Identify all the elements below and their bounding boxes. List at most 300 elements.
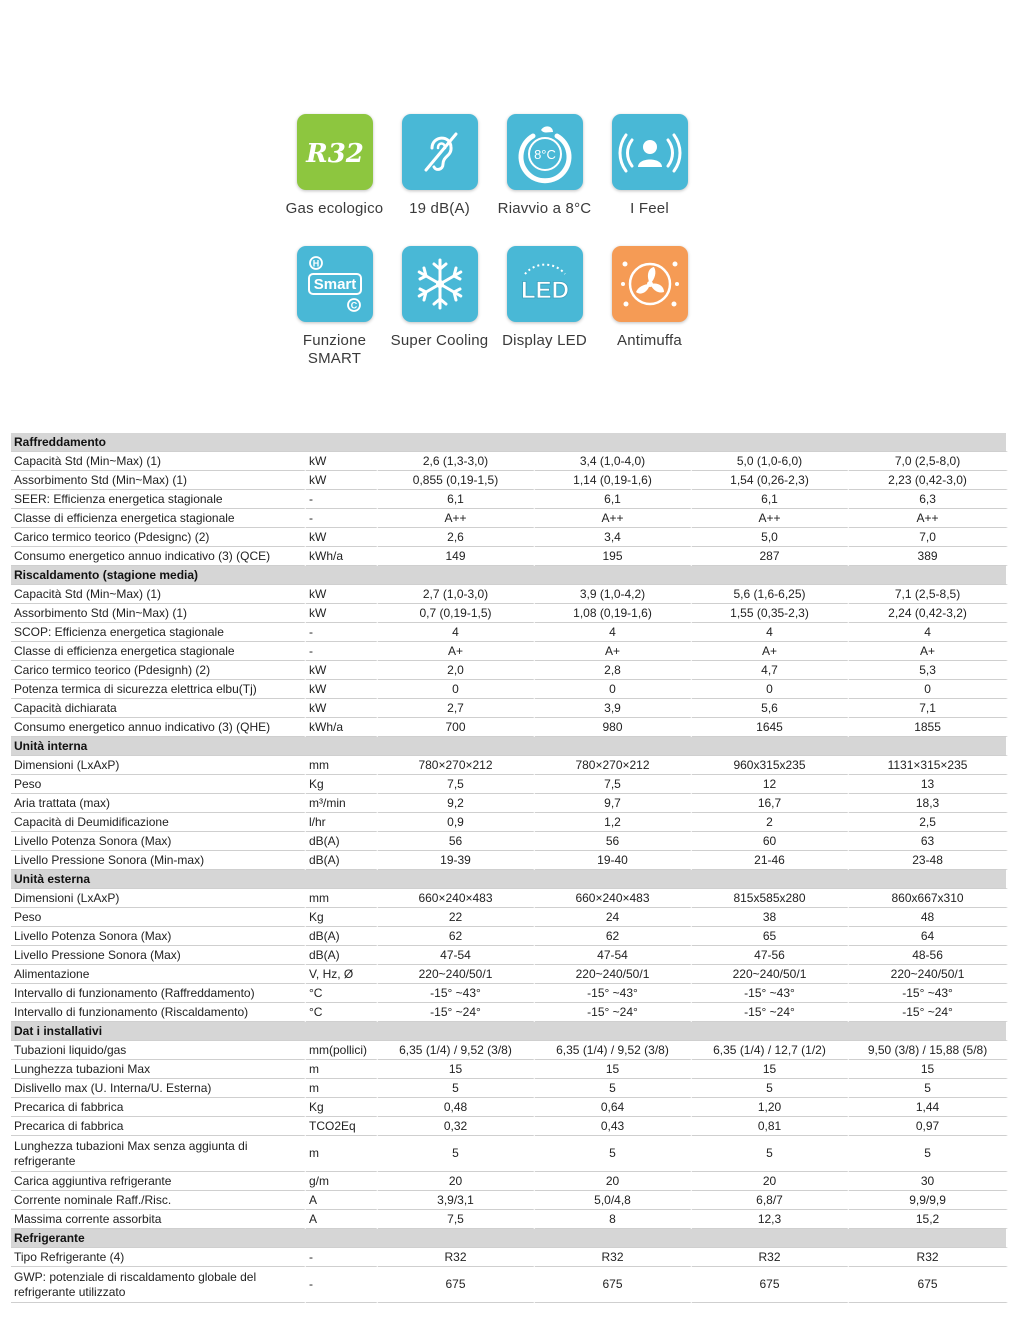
spec-value-model-2: 0,43 bbox=[535, 1117, 692, 1136]
section-title: Dat i installativi bbox=[11, 1022, 1008, 1041]
spec-value-model-3: -15° ~43° bbox=[692, 984, 849, 1003]
table-row bbox=[11, 851, 1008, 870]
table-row bbox=[11, 547, 1008, 566]
spec-unit: kWh/a bbox=[306, 718, 378, 737]
spec-value-model-3: 4 bbox=[692, 623, 849, 642]
spec-value-model-3: 16,7 bbox=[692, 794, 849, 813]
spec-value-model-1: -15° ~24° bbox=[378, 1003, 535, 1022]
spec-value-model-4: 7,1 bbox=[849, 699, 1008, 718]
feature-antimuffa bbox=[597, 246, 702, 378]
section-header-row bbox=[11, 433, 1008, 452]
spec-value-model-1: 2,7 bbox=[378, 699, 535, 718]
spec-unit: - bbox=[306, 642, 378, 661]
spec-value-model-3: 6,1 bbox=[692, 490, 849, 509]
feature-label: Antimuffa bbox=[617, 332, 682, 349]
section-title: Unità esterna bbox=[11, 870, 1008, 889]
feature-display-led bbox=[492, 246, 597, 378]
spec-value-model-2: A++ bbox=[535, 509, 692, 528]
spec-unit: °C bbox=[306, 984, 378, 1003]
spec-label: Consumo energetico annuo indicativo (3) (QCE) bbox=[11, 547, 306, 566]
feature-label: 19 dB(A) bbox=[409, 200, 470, 217]
spec-label: Classe di efficienza energetica stagionale bbox=[11, 642, 306, 661]
spec-value-model-4: 48 bbox=[849, 908, 1008, 927]
spec-value-model-4: 13 bbox=[849, 775, 1008, 794]
spec-label: Capacità di Deumidificazione bbox=[11, 813, 306, 832]
spec-value-model-4: 1131×315×235 bbox=[849, 756, 1008, 775]
spec-value-model-4: 63 bbox=[849, 832, 1008, 851]
spec-value-model-2: 7,5 bbox=[535, 775, 692, 794]
spec-value-model-1: 6,35 (1/4) / 9,52 (3/8) bbox=[378, 1041, 535, 1060]
table-row bbox=[11, 471, 1008, 490]
spec-unit: kW bbox=[306, 471, 378, 490]
table-row bbox=[11, 1098, 1008, 1117]
spec-value-model-2: 6,35 (1/4) / 9,52 (3/8) bbox=[535, 1041, 692, 1060]
svg-text:C: C bbox=[350, 300, 357, 311]
spec-unit: V, Hz, Ø bbox=[306, 965, 378, 984]
spec-unit: kW bbox=[306, 680, 378, 699]
spec-unit: m bbox=[306, 1060, 378, 1079]
feature-gas-ecologico bbox=[282, 114, 387, 246]
spec-value-model-1: 2,6 bbox=[378, 528, 535, 547]
spec-value-model-1: 2,0 bbox=[378, 661, 535, 680]
table-row bbox=[11, 604, 1008, 623]
section-header-row bbox=[11, 870, 1008, 889]
spec-label: Assorbimento Std (Min~Max) (1) bbox=[11, 604, 306, 623]
table-row bbox=[11, 965, 1008, 984]
spec-value-model-2: 4 bbox=[535, 623, 692, 642]
spec-value-model-2: 5,0/4,8 bbox=[535, 1191, 692, 1210]
table-row bbox=[11, 794, 1008, 813]
table-row bbox=[11, 642, 1008, 661]
r32-gas-icon bbox=[297, 114, 373, 190]
spec-value-model-3: 0 bbox=[692, 680, 849, 699]
spec-value-model-1: 5 bbox=[378, 1079, 535, 1098]
spec-value-model-2: 6,1 bbox=[535, 490, 692, 509]
feature-icons-grid bbox=[282, 114, 702, 378]
table-row bbox=[11, 623, 1008, 642]
spec-unit: Kg bbox=[306, 908, 378, 927]
spec-label: Intervallo di funzionamento (Riscaldamento) bbox=[11, 1003, 306, 1022]
spec-value-model-2: 980 bbox=[535, 718, 692, 737]
table-row bbox=[11, 1172, 1008, 1191]
table-row bbox=[11, 585, 1008, 604]
spec-unit: kW bbox=[306, 604, 378, 623]
table-row bbox=[11, 1267, 1008, 1303]
spec-value-model-4: 18,3 bbox=[849, 794, 1008, 813]
table-row bbox=[11, 680, 1008, 699]
spec-value-model-4: 48-56 bbox=[849, 946, 1008, 965]
spec-label: Peso bbox=[11, 908, 306, 927]
section-title: Unità interna bbox=[11, 737, 1008, 756]
feature-row-1 bbox=[282, 114, 702, 246]
spec-value-model-3: 815x585x280 bbox=[692, 889, 849, 908]
spec-value-model-1: 0 bbox=[378, 680, 535, 699]
spec-value-model-2: 5 bbox=[535, 1136, 692, 1172]
smart-function-icon bbox=[297, 246, 373, 322]
spec-unit: g/m bbox=[306, 1172, 378, 1191]
spec-value-model-2: 675 bbox=[535, 1267, 692, 1303]
spec-label: Alimentazione bbox=[11, 965, 306, 984]
spec-value-model-4: 30 bbox=[849, 1172, 1008, 1191]
spec-value-model-2: 195 bbox=[535, 547, 692, 566]
spec-unit: mm(pollici) bbox=[306, 1041, 378, 1060]
spec-value-model-2: R32 bbox=[535, 1248, 692, 1267]
spec-value-model-3: 60 bbox=[692, 832, 849, 851]
spec-unit: A bbox=[306, 1210, 378, 1229]
spec-value-model-1: 4 bbox=[378, 623, 535, 642]
spec-value-model-1: R32 bbox=[378, 1248, 535, 1267]
spec-value-model-2: 3,4 (1,0-4,0) bbox=[535, 452, 692, 471]
section-header-row bbox=[11, 1229, 1008, 1248]
spec-label: SEER: Efficienza energetica stagionale bbox=[11, 490, 306, 509]
spec-value-model-4: 5 bbox=[849, 1136, 1008, 1172]
spec-unit: - bbox=[306, 490, 378, 509]
spec-value-model-3: 1,54 (0,26-2,3) bbox=[692, 471, 849, 490]
spec-value-model-4: 1855 bbox=[849, 718, 1008, 737]
spec-value-model-2: 20 bbox=[535, 1172, 692, 1191]
spec-label: GWP: potenziale di riscaldamento globale del refrigerante utilizzato bbox=[11, 1267, 306, 1303]
spec-value-model-1: 9,2 bbox=[378, 794, 535, 813]
spec-value-model-1: 15 bbox=[378, 1060, 535, 1079]
spec-value-model-4: R32 bbox=[849, 1248, 1008, 1267]
feature-label: Riavvio a 8°C bbox=[497, 200, 592, 217]
spec-value-model-2: 8 bbox=[535, 1210, 692, 1229]
spec-value-model-1: 6,1 bbox=[378, 490, 535, 509]
section-title: Raffreddamento bbox=[11, 433, 1008, 452]
spec-value-model-3: 5 bbox=[692, 1079, 849, 1098]
spec-unit: dB(A) bbox=[306, 851, 378, 870]
table-row bbox=[11, 1210, 1008, 1229]
spec-label: Potenza termica di sicurezza elettrica elbu(Tj) bbox=[11, 680, 306, 699]
table-row bbox=[11, 1079, 1008, 1098]
led-display-icon bbox=[507, 246, 583, 322]
spec-value-model-1: 220~240/50/1 bbox=[378, 965, 535, 984]
spec-value-model-3: 220~240/50/1 bbox=[692, 965, 849, 984]
spec-unit: mm bbox=[306, 756, 378, 775]
spec-label: Dislivello max (U. Interna/U. Esterna) bbox=[11, 1079, 306, 1098]
spec-value-model-3: 38 bbox=[692, 908, 849, 927]
spec-value-model-1: 19-39 bbox=[378, 851, 535, 870]
spec-value-model-4: 220~240/50/1 bbox=[849, 965, 1008, 984]
spec-label: Livello Pressione Sonora (Max) bbox=[11, 946, 306, 965]
spec-value-model-2: -15° ~24° bbox=[535, 1003, 692, 1022]
spec-unit: A bbox=[306, 1191, 378, 1210]
r32-badge-text: R32 bbox=[305, 139, 364, 169]
restart-badge-text: 8°C bbox=[533, 147, 556, 162]
spec-label: Classe di efficienza energetica stagionale bbox=[11, 509, 306, 528]
i-feel-person-icon bbox=[612, 114, 688, 190]
feature-label: Super Cooling bbox=[390, 332, 489, 349]
spec-value-model-4: 389 bbox=[849, 547, 1008, 566]
spec-value-model-4: 9,50 (3/8) / 15,88 (5/8) bbox=[849, 1041, 1008, 1060]
feature-riavvio-8c bbox=[492, 114, 597, 246]
section-header-row bbox=[11, 566, 1008, 585]
spec-value-model-1: 62 bbox=[378, 927, 535, 946]
spec-value-model-1: 2,7 (1,0-3,0) bbox=[378, 585, 535, 604]
table-row bbox=[11, 889, 1008, 908]
spec-value-model-1: A++ bbox=[378, 509, 535, 528]
spec-value-model-4: 7,0 (2,5-8,0) bbox=[849, 452, 1008, 471]
feature-super-cooling bbox=[387, 246, 492, 378]
spec-label: Lunghezza tubazioni Max bbox=[11, 1060, 306, 1079]
spec-value-model-3: -15° ~24° bbox=[692, 1003, 849, 1022]
spec-unit: m bbox=[306, 1136, 378, 1172]
spec-value-model-1: 56 bbox=[378, 832, 535, 851]
spec-label: Dimensioni (LxAxP) bbox=[11, 756, 306, 775]
spec-label: Precarica di fabbrica bbox=[11, 1117, 306, 1136]
spec-value-model-3: 2 bbox=[692, 813, 849, 832]
spec-label: Livello Potenza Sonora (Max) bbox=[11, 832, 306, 851]
table-row bbox=[11, 832, 1008, 851]
spec-value-model-3: A+ bbox=[692, 642, 849, 661]
spec-unit: kW bbox=[306, 528, 378, 547]
spec-unit: kWh/a bbox=[306, 547, 378, 566]
spec-label: Intervallo di funzionamento (Raffreddamento) bbox=[11, 984, 306, 1003]
smart-badge-text: Smart bbox=[313, 276, 356, 293]
spec-table-body bbox=[11, 433, 1008, 1303]
spec-value-model-2: 0,64 bbox=[535, 1098, 692, 1117]
spec-value-model-4: 15 bbox=[849, 1060, 1008, 1079]
spec-unit: Kg bbox=[306, 775, 378, 794]
spec-value-model-1: 0,855 (0,19-1,5) bbox=[378, 471, 535, 490]
spec-value-model-1: A+ bbox=[378, 642, 535, 661]
spec-label: Livello Pressione Sonora (Min-max) bbox=[11, 851, 306, 870]
spec-value-model-2: 1,08 (0,19-1,6) bbox=[535, 604, 692, 623]
spec-unit: - bbox=[306, 623, 378, 642]
spec-value-model-1: 7,5 bbox=[378, 1210, 535, 1229]
spec-value-model-2: 3,9 bbox=[535, 699, 692, 718]
spec-value-model-4: 4 bbox=[849, 623, 1008, 642]
spec-value-model-1: 22 bbox=[378, 908, 535, 927]
spec-label: Tubazioni liquido/gas bbox=[11, 1041, 306, 1060]
spec-value-model-4: 7,1 (2,5-8,5) bbox=[849, 585, 1008, 604]
spec-unit: kW bbox=[306, 699, 378, 718]
spec-value-model-3: 0,81 bbox=[692, 1117, 849, 1136]
table-row bbox=[11, 1041, 1008, 1060]
spec-value-model-4: A+ bbox=[849, 642, 1008, 661]
table-row bbox=[11, 927, 1008, 946]
spec-unit: l/hr bbox=[306, 813, 378, 832]
spec-table bbox=[11, 433, 1008, 1303]
spec-value-model-1: 5 bbox=[378, 1136, 535, 1172]
spec-label: Lunghezza tubazioni Max senza aggiunta di refrigerante bbox=[11, 1136, 306, 1172]
spec-value-model-2: 0 bbox=[535, 680, 692, 699]
spec-label: SCOP: Efficienza energetica stagionale bbox=[11, 623, 306, 642]
spec-label: Corrente nominale Raff./Risc. bbox=[11, 1191, 306, 1210]
spec-unit: kW bbox=[306, 585, 378, 604]
snowflake-icon bbox=[402, 246, 478, 322]
table-row bbox=[11, 699, 1008, 718]
spec-label: Peso bbox=[11, 775, 306, 794]
spec-value-model-1: 3,9/3,1 bbox=[378, 1191, 535, 1210]
table-row bbox=[11, 756, 1008, 775]
feature-label: Funzione SMART bbox=[302, 332, 367, 367]
spec-value-model-1: 0,7 (0,19-1,5) bbox=[378, 604, 535, 623]
spec-value-model-3: 675 bbox=[692, 1267, 849, 1303]
spec-value-model-1: 20 bbox=[378, 1172, 535, 1191]
spec-value-model-2: A+ bbox=[535, 642, 692, 661]
spec-value-model-1: 149 bbox=[378, 547, 535, 566]
spec-label: Carica aggiuntiva refrigerante bbox=[11, 1172, 306, 1191]
spec-value-model-3: 960x315x235 bbox=[692, 756, 849, 775]
spec-value-model-4: 64 bbox=[849, 927, 1008, 946]
spec-value-model-1: 0,9 bbox=[378, 813, 535, 832]
spec-unit: m³/min bbox=[306, 794, 378, 813]
spec-value-model-2: 47-54 bbox=[535, 946, 692, 965]
spec-value-model-4: 5 bbox=[849, 1079, 1008, 1098]
spec-value-model-3: 5,0 (1,0-6,0) bbox=[692, 452, 849, 471]
spec-unit: mm bbox=[306, 889, 378, 908]
spec-value-model-4: 2,23 (0,42-3,0) bbox=[849, 471, 1008, 490]
spec-value-model-4: 5,3 bbox=[849, 661, 1008, 680]
spec-value-model-2: 5 bbox=[535, 1079, 692, 1098]
spec-value-model-3: 1645 bbox=[692, 718, 849, 737]
spec-unit: dB(A) bbox=[306, 927, 378, 946]
spec-label: Assorbimento Std (Min~Max) (1) bbox=[11, 471, 306, 490]
spec-unit: TCO2Eq bbox=[306, 1117, 378, 1136]
spec-value-model-4: 6,3 bbox=[849, 490, 1008, 509]
spec-label: Capacità dichiarata bbox=[11, 699, 306, 718]
spec-value-model-3: 4,7 bbox=[692, 661, 849, 680]
table-row bbox=[11, 1191, 1008, 1210]
spec-unit: kW bbox=[306, 661, 378, 680]
feature-label: Display LED bbox=[502, 332, 587, 349]
feature-i-feel bbox=[597, 114, 702, 246]
spec-label: Carico termico teorico (Pdesignc) (2) bbox=[11, 528, 306, 547]
table-row bbox=[11, 908, 1008, 927]
table-row bbox=[11, 984, 1008, 1003]
spec-value-model-2: 24 bbox=[535, 908, 692, 927]
spec-value-model-3: 5,0 bbox=[692, 528, 849, 547]
spec-value-model-2: 660×240×483 bbox=[535, 889, 692, 908]
spec-value-model-3: 21-46 bbox=[692, 851, 849, 870]
svg-text:H: H bbox=[312, 258, 319, 269]
spec-unit: m bbox=[306, 1079, 378, 1098]
spec-value-model-4: 0,97 bbox=[849, 1117, 1008, 1136]
spec-value-model-1: 700 bbox=[378, 718, 535, 737]
spec-label: Massima corrente assorbita bbox=[11, 1210, 306, 1229]
spec-value-model-2: 62 bbox=[535, 927, 692, 946]
spec-label: Precarica di fabbrica bbox=[11, 1098, 306, 1117]
spec-value-model-2: 780×270×212 bbox=[535, 756, 692, 775]
spec-label: Carico termico teorico (Pdesignh) (2) bbox=[11, 661, 306, 680]
spec-label: Tipo Refrigerante (4) bbox=[11, 1248, 306, 1267]
spec-value-model-2: 9,7 bbox=[535, 794, 692, 813]
feature-row-2 bbox=[282, 246, 702, 378]
spec-value-model-2: 19-40 bbox=[535, 851, 692, 870]
spec-value-model-3: R32 bbox=[692, 1248, 849, 1267]
feature-label: I Feel bbox=[630, 200, 669, 217]
spec-value-model-2: -15° ~43° bbox=[535, 984, 692, 1003]
spec-label: Aria trattata (max) bbox=[11, 794, 306, 813]
spec-value-model-2: 2,8 bbox=[535, 661, 692, 680]
spec-label: Dimensioni (LxAxP) bbox=[11, 889, 306, 908]
spec-value-model-3: 12,3 bbox=[692, 1210, 849, 1229]
anti-mould-fan-icon bbox=[612, 246, 688, 322]
spec-value-model-4: 860x667x310 bbox=[849, 889, 1008, 908]
spec-value-model-1: 780×270×212 bbox=[378, 756, 535, 775]
spec-value-model-4: -15° ~24° bbox=[849, 1003, 1008, 1022]
section-header-row bbox=[11, 1022, 1008, 1041]
spec-value-model-2: 1,2 bbox=[535, 813, 692, 832]
table-row bbox=[11, 509, 1008, 528]
spec-unit: - bbox=[306, 509, 378, 528]
spec-value-model-4: 15,2 bbox=[849, 1210, 1008, 1229]
spec-value-model-4: 675 bbox=[849, 1267, 1008, 1303]
spec-value-model-2: 1,14 (0,19-1,6) bbox=[535, 471, 692, 490]
table-row bbox=[11, 718, 1008, 737]
spec-unit: Kg bbox=[306, 1098, 378, 1117]
spec-value-model-2: 3,4 bbox=[535, 528, 692, 547]
spec-value-model-4: -15° ~43° bbox=[849, 984, 1008, 1003]
spec-value-model-3: 287 bbox=[692, 547, 849, 566]
table-row bbox=[11, 661, 1008, 680]
spec-unit: °C bbox=[306, 1003, 378, 1022]
spec-value-model-3: 12 bbox=[692, 775, 849, 794]
led-badge-text: LED bbox=[520, 277, 569, 304]
spec-value-model-1: 675 bbox=[378, 1267, 535, 1303]
spec-value-model-3: 20 bbox=[692, 1172, 849, 1191]
spec-value-model-4: 7,0 bbox=[849, 528, 1008, 547]
spec-unit: - bbox=[306, 1248, 378, 1267]
spec-value-model-1: 47-54 bbox=[378, 946, 535, 965]
table-row bbox=[11, 528, 1008, 547]
spec-value-model-4: 0 bbox=[849, 680, 1008, 699]
table-row bbox=[11, 946, 1008, 965]
table-row bbox=[11, 1003, 1008, 1022]
table-row bbox=[11, 775, 1008, 794]
spec-value-model-1: -15° ~43° bbox=[378, 984, 535, 1003]
table-row bbox=[11, 1060, 1008, 1079]
spec-unit: dB(A) bbox=[306, 946, 378, 965]
spec-label: Livello Potenza Sonora (Max) bbox=[11, 927, 306, 946]
silent-ear-icon bbox=[402, 114, 478, 190]
table-row bbox=[11, 452, 1008, 471]
section-header-row bbox=[11, 737, 1008, 756]
spec-value-model-1: 0,32 bbox=[378, 1117, 535, 1136]
feature-19db bbox=[387, 114, 492, 246]
spec-value-model-4: 2,5 bbox=[849, 813, 1008, 832]
table-row bbox=[11, 1117, 1008, 1136]
spec-value-model-2: 3,9 (1,0-4,2) bbox=[535, 585, 692, 604]
spec-value-model-3: 5,6 (1,6-6,25) bbox=[692, 585, 849, 604]
spec-value-model-4: 2,24 (0,42-3,2) bbox=[849, 604, 1008, 623]
spec-value-model-4: 1,44 bbox=[849, 1098, 1008, 1117]
section-title: Refrigerante bbox=[11, 1229, 1008, 1248]
spec-unit: dB(A) bbox=[306, 832, 378, 851]
spec-value-model-2: 56 bbox=[535, 832, 692, 851]
spec-label: Consumo energetico annuo indicativo (3) (QHE) bbox=[11, 718, 306, 737]
spec-value-model-1: 2,6 (1,3-3,0) bbox=[378, 452, 535, 471]
spec-value-model-2: 15 bbox=[535, 1060, 692, 1079]
section-title: Riscaldamento (stagione media) bbox=[11, 566, 1008, 585]
spec-value-model-3: 5,6 bbox=[692, 699, 849, 718]
feature-funzione-smart bbox=[282, 246, 387, 378]
spec-value-model-3: 6,8/7 bbox=[692, 1191, 849, 1210]
spec-unit: - bbox=[306, 1267, 378, 1303]
spec-label: Capacità Std (Min~Max) (1) bbox=[11, 585, 306, 604]
spec-value-model-3: 1,20 bbox=[692, 1098, 849, 1117]
spec-value-model-4: 23-48 bbox=[849, 851, 1008, 870]
spec-value-model-2: 220~240/50/1 bbox=[535, 965, 692, 984]
spec-value-model-1: 7,5 bbox=[378, 775, 535, 794]
restart-8c-icon bbox=[507, 114, 583, 190]
spec-value-model-3: 47-56 bbox=[692, 946, 849, 965]
spec-value-model-1: 660×240×483 bbox=[378, 889, 535, 908]
table-row bbox=[11, 490, 1008, 509]
feature-label: Gas ecologico bbox=[285, 200, 384, 217]
table-row bbox=[11, 1136, 1008, 1172]
